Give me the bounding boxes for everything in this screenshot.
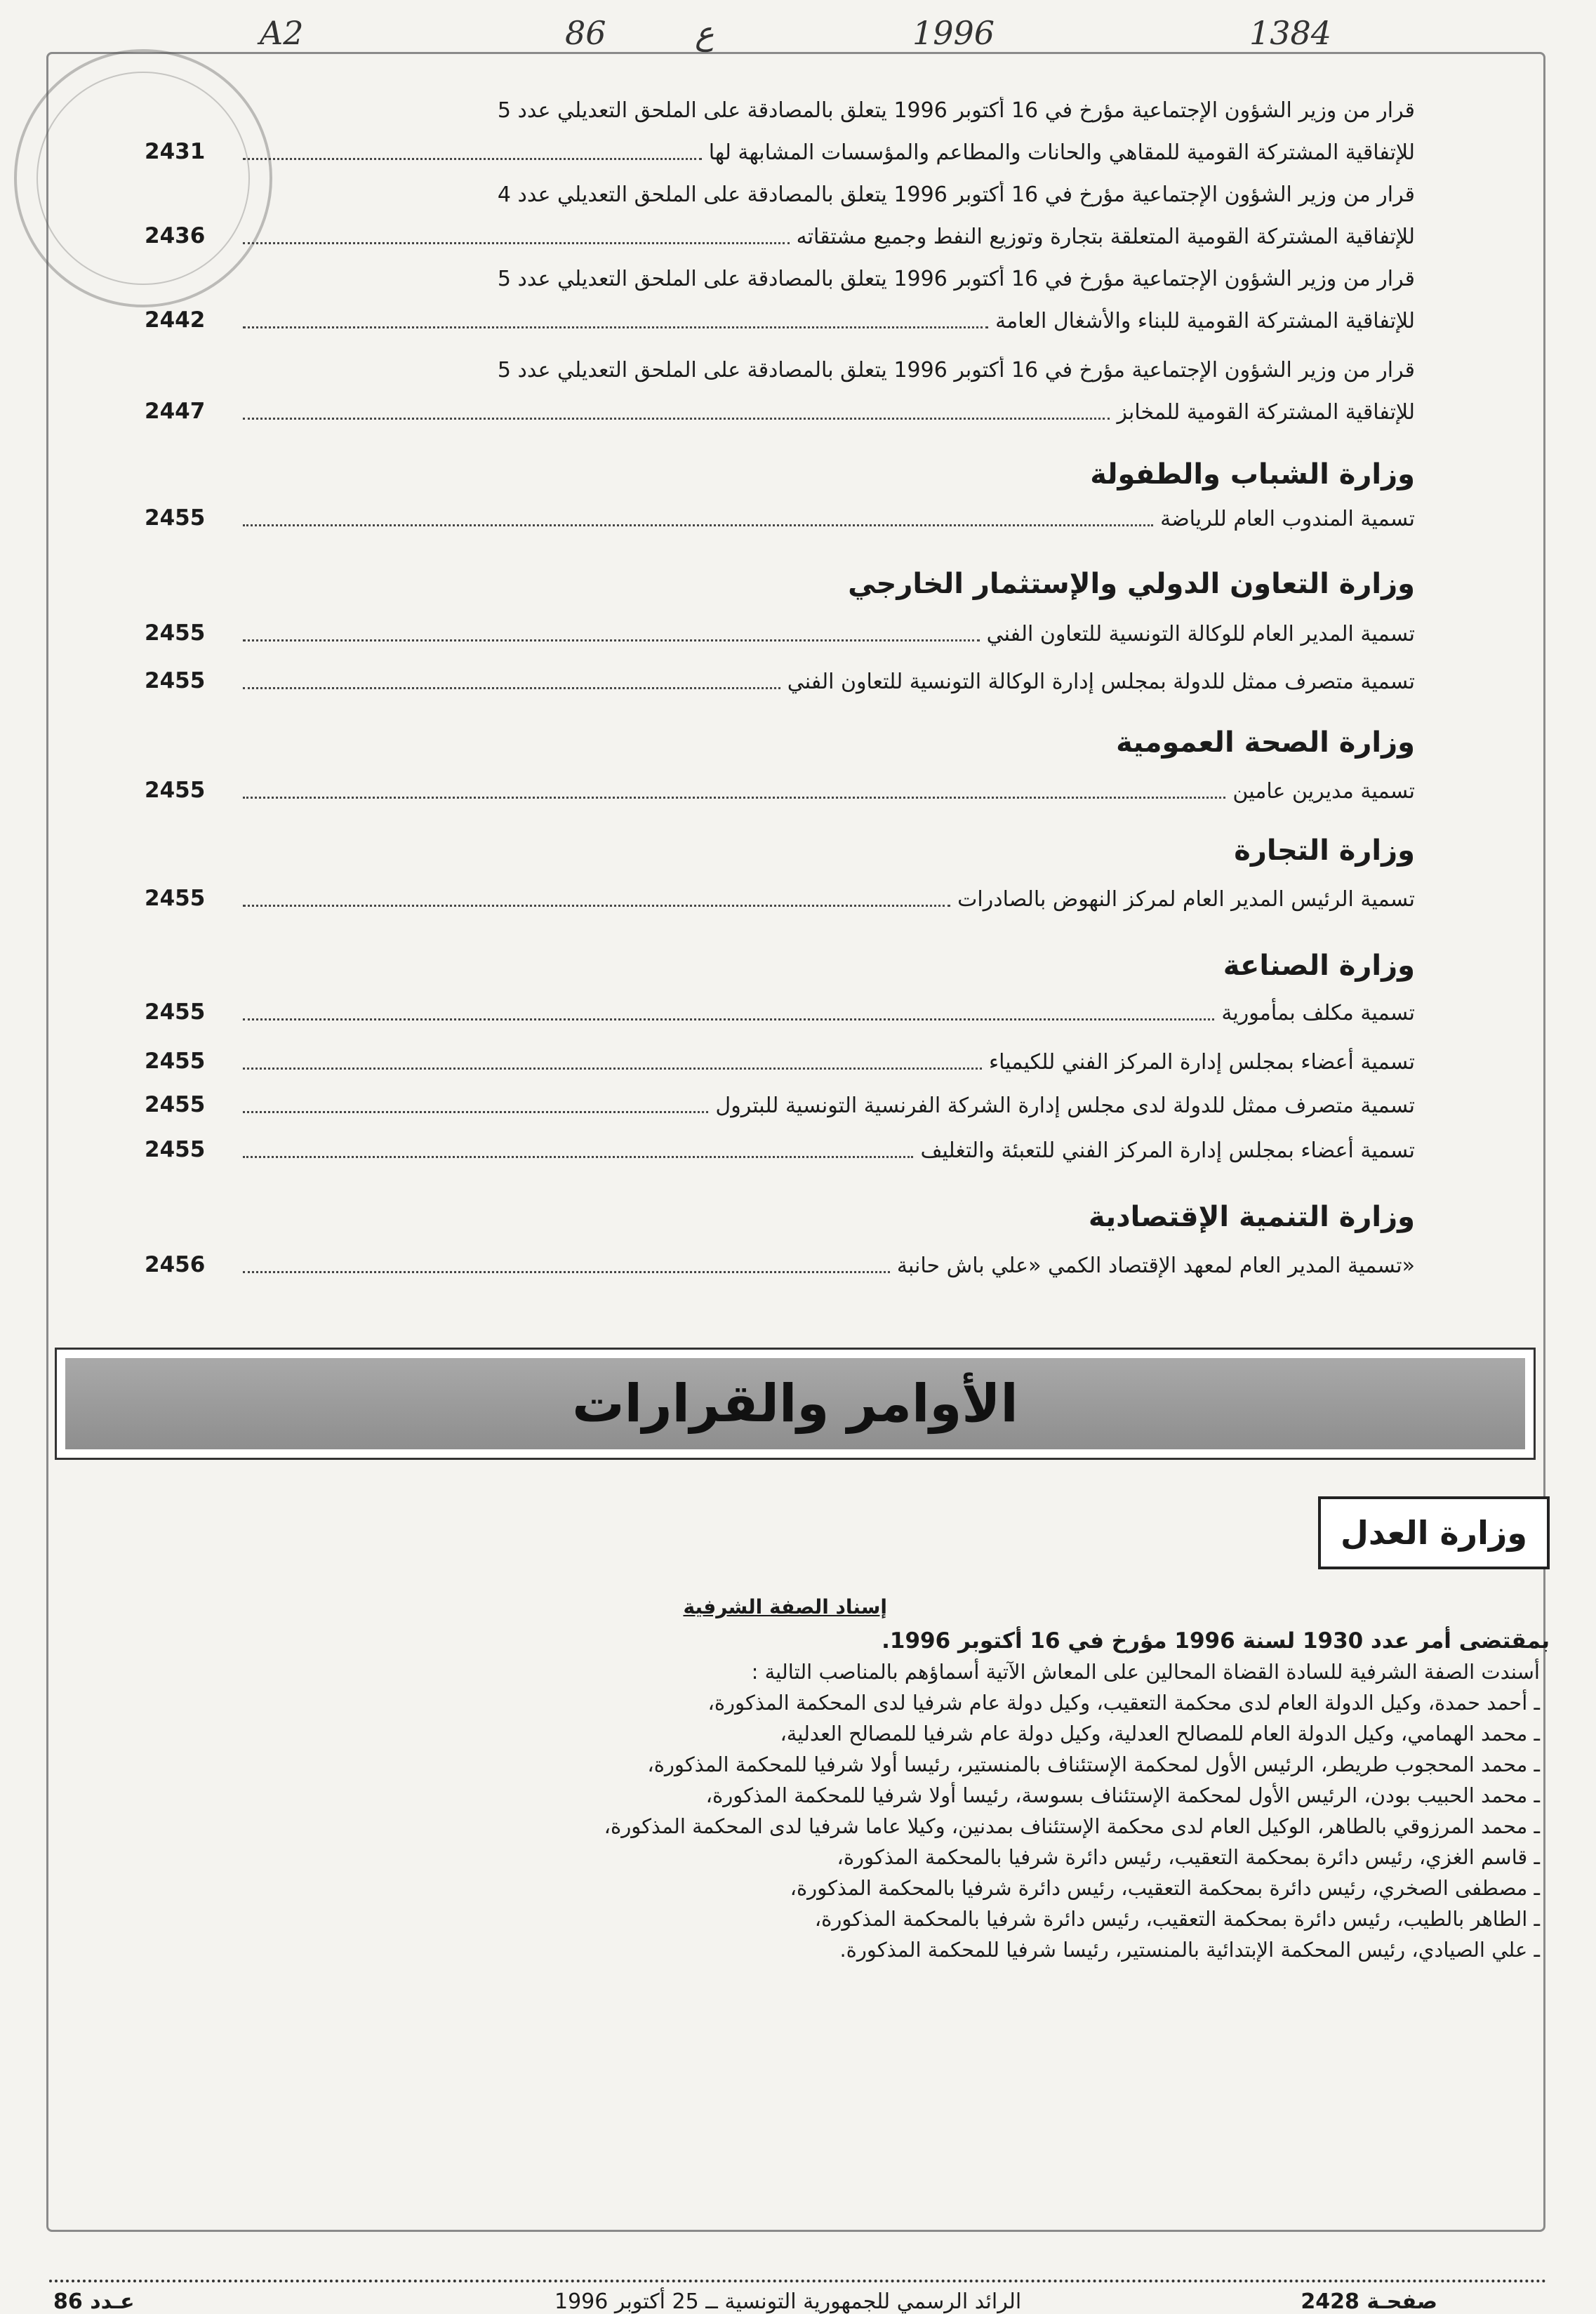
- toc-item: [138, 778, 1415, 806]
- toc-entry-line2: [138, 139, 1415, 167]
- toc-page-number: 2436: [145, 223, 206, 248]
- toc-item: [138, 620, 1415, 649]
- toc-page-number: 2455: [145, 886, 206, 911]
- leader-dots: [243, 1018, 1214, 1020]
- section-banner-title: الأوامر والقرارات: [65, 1358, 1525, 1449]
- circular-stamp: [14, 49, 272, 307]
- toc-item-text: تسمية مديرين عامين: [1232, 779, 1415, 804]
- toc-page-number: 2456: [145, 1252, 206, 1277]
- leader-dots: [243, 687, 780, 689]
- toc-page-number: 2431: [145, 139, 206, 164]
- leader-dots: [243, 326, 988, 328]
- toc-item: [138, 1092, 1415, 1120]
- toc-page-number: 2447: [145, 399, 206, 424]
- leader-dots: [243, 418, 1110, 420]
- handwritten-ref: 1384: [1249, 14, 1332, 52]
- toc-entry-line1: قرار من وزير الشؤون الإجتماعية مؤرخ في 16 أكتوبر 1996 يتعلق بالمصادقة على الملحق التعديلي عدد 5: [497, 267, 1415, 291]
- toc-page-number: 2455: [145, 1049, 206, 1074]
- leader-dots: [243, 1068, 982, 1070]
- toc-item-text: تسمية متصرف ممثل للدولة لدى مجلس إدارة الشركة الفرنسية التونسية للبترول: [715, 1093, 1415, 1118]
- handwritten-year: 1996: [912, 14, 995, 52]
- toc-entry-line2: [138, 223, 1415, 251]
- toc-item: [138, 505, 1415, 533]
- toc-item: [138, 1137, 1415, 1165]
- toc-item-text: تسمية متصرف ممثل للدولة بمجلس إدارة الوكالة التونسية للتعاون الفني: [787, 670, 1415, 694]
- leader-dots: [243, 1271, 890, 1273]
- toc-page-number: 2455: [145, 505, 206, 531]
- toc-item-text: تسمية المندوب العام للرياضة: [1160, 507, 1415, 531]
- toc-item-text: تسمية الرئيس المدير العام لمركز النهوض بالصادرات: [957, 887, 1415, 912]
- leader-dots: [243, 797, 1225, 799]
- list-item: ـ علي الصيادي، رئيس المحكمة الإبتدائية بالمنستير، رئيسا شرفيا للمحكمة المذكورة.: [839, 1938, 1540, 1962]
- leader-dots: [243, 158, 702, 160]
- list-item: ـ الطاهر بالطيب، رئيس دائرة بمحكمة التعقيب، رئيس دائرة شرفيا بالمحكمة المذكورة،: [814, 1907, 1540, 1931]
- ministry-heading: وزارة التعاون الدولي والإستثمار الخارجي: [848, 568, 1415, 600]
- footer-issue-number: عـدد 86: [53, 2289, 135, 2314]
- footer-publication: الرائد الرسمي للجمهورية التونسية ــ 25 أكتوبر 1996: [554, 2289, 1022, 2314]
- toc-item-text: تسمية أعضاء بمجلس إدارة المركز الفني للكيمياء: [988, 1050, 1415, 1075]
- justice-ministry-box: [1318, 1496, 1550, 1569]
- toc-entry-line2: [138, 399, 1415, 427]
- section-banner: [55, 1348, 1536, 1460]
- toc-item-text: تسمية المدير العام لمعهد الإقتصاد الكمي «علي باش حانبة»: [896, 1254, 1415, 1278]
- toc-page-number: 2455: [145, 620, 206, 646]
- toc-page-number: 2455: [145, 1092, 206, 1117]
- footer-rule: [49, 2280, 1547, 2282]
- list-item: ـ أحمد حمدة، وكيل الدولة العام لدى محكمة التعقيب، وكيل دولة عام شرفيا لدى المحكمة المذكورة،: [707, 1691, 1540, 1715]
- toc-item-text: تسمية المدير العام للوكالة التونسية للتعاون الفني: [986, 622, 1415, 646]
- toc-item: [138, 999, 1415, 1028]
- toc-entry-text: للإتفاقية المشتركة القومية للمقاهي والحانات والمطاعم والمؤسسات المشابهة لها: [708, 140, 1415, 165]
- footer-page-number: صفحـة 2428: [1301, 2289, 1437, 2314]
- ministry-heading: وزارة الصناعة: [1223, 950, 1415, 982]
- list-item: ـ محمد المرزوقي بالطاهر، الوكيل العام لدى محكمة الإستئناف بمدنين، وكيلا عاما شرفيا لدى المحكمة المذكورة،: [604, 1814, 1540, 1838]
- handwritten-issue: 86: [565, 14, 606, 52]
- ministry-heading: وزارة التنمية الإقتصادية: [1088, 1201, 1415, 1233]
- ministry-heading: وزارة الشباب والطفولة: [1090, 458, 1415, 491]
- leader-dots: [243, 905, 950, 907]
- ministry-heading: وزارة الصحة العمومية: [1116, 726, 1415, 759]
- justice-ministry-title: وزارة العدل: [1341, 1514, 1527, 1552]
- leader-dots: [243, 242, 790, 244]
- toc-page-number: 2455: [145, 1137, 206, 1162]
- handwritten-letter: ع: [695, 14, 714, 52]
- subheading: إسناد الصفة الشرفية: [683, 1595, 887, 1618]
- list-item: ـ محمد الهمامي، وكيل الدولة العام للمصالح العدلية، وكيل دولة عام شرفيا للمصالح العدلية،: [780, 1722, 1540, 1746]
- toc-item: [138, 1252, 1415, 1280]
- toc-entry-line1: قرار من وزير الشؤون الإجتماعية مؤرخ في 16 أكتوبر 1996 يتعلق بالمصادقة على الملحق التعديلي عدد 4: [497, 182, 1415, 207]
- ministry-heading: وزارة التجارة: [1234, 834, 1415, 867]
- decree-reference: بمقتضى أمر عدد 1930 لسنة 1996 مؤرخ في 16 أكتوبر 1996.: [882, 1628, 1550, 1654]
- toc-entry-line1: قرار من وزير الشؤون الإجتماعية مؤرخ في 16 أكتوبر 1996 يتعلق بالمصادقة على الملحق التعديلي عدد 5: [497, 98, 1415, 123]
- leader-dots: [243, 1156, 913, 1158]
- toc-page-number: 2455: [145, 999, 206, 1025]
- list-item: ـ محمد الحبيب بودن، الرئيس الأول لمحكمة الإستئناف بسوسة، رئيسا أولا شرفيا للمحكمة المذكورة،: [705, 1783, 1540, 1807]
- leader-dots: [243, 1111, 708, 1113]
- toc-page-number: 2442: [145, 307, 206, 333]
- list-item: ـ مصطفى الصخري، رئيس دائرة بمحكمة التعقيب، رئيس دائرة شرفيا بالمحكمة المذكورة،: [790, 1876, 1540, 1900]
- toc-entry-text: للإتفاقية المشتركة القومية للبناء والأشغال العامة: [995, 309, 1415, 333]
- leader-dots: [243, 639, 980, 641]
- toc-item-text: تسمية مكلف بمأمورية: [1221, 1001, 1415, 1025]
- toc-entry-line1: قرار من وزير الشؤون الإجتماعية مؤرخ في 16 أكتوبر 1996 يتعلق بالمصادقة على الملحق التعديلي عدد 5: [497, 358, 1415, 383]
- toc-entry-line2: [138, 307, 1415, 335]
- toc-entry-text: للإتفاقية المشتركة القومية المتعلقة بتجارة وتوزيع النفط وجميع مشتقاته: [796, 225, 1415, 249]
- leader-dots: [243, 524, 1153, 526]
- list-item: ـ محمد المحجوب طريطر، الرئيس الأول لمحكمة الإستئناف بالمنستير، رئيسا أولا شرفيا للمحكمة المذكورة،: [647, 1753, 1540, 1776]
- intro-paragraph: أسندت الصفة الشرفية للسادة القضاة المحالين على المعاش الآتية أسماؤهم بالمناصب التالية :: [751, 1660, 1540, 1684]
- toc-entry-text: للإتفاقية المشتركة القومية للمخابز: [1117, 400, 1415, 425]
- toc-item-text: تسمية أعضاء بمجلس إدارة المركز الفني للتعبئة والتغليف: [920, 1138, 1415, 1163]
- toc-item: [138, 886, 1415, 914]
- handwritten-mark: A2: [260, 14, 304, 52]
- toc-item: [138, 668, 1415, 696]
- toc-page-number: 2455: [145, 778, 206, 803]
- toc-page-number: 2455: [145, 668, 206, 693]
- list-item: ـ قاسم الغزي، رئيس دائرة بمحكمة التعقيب، رئيس دائرة شرفيا بالمحكمة المذكورة،: [837, 1845, 1540, 1869]
- toc-item: [138, 1049, 1415, 1077]
